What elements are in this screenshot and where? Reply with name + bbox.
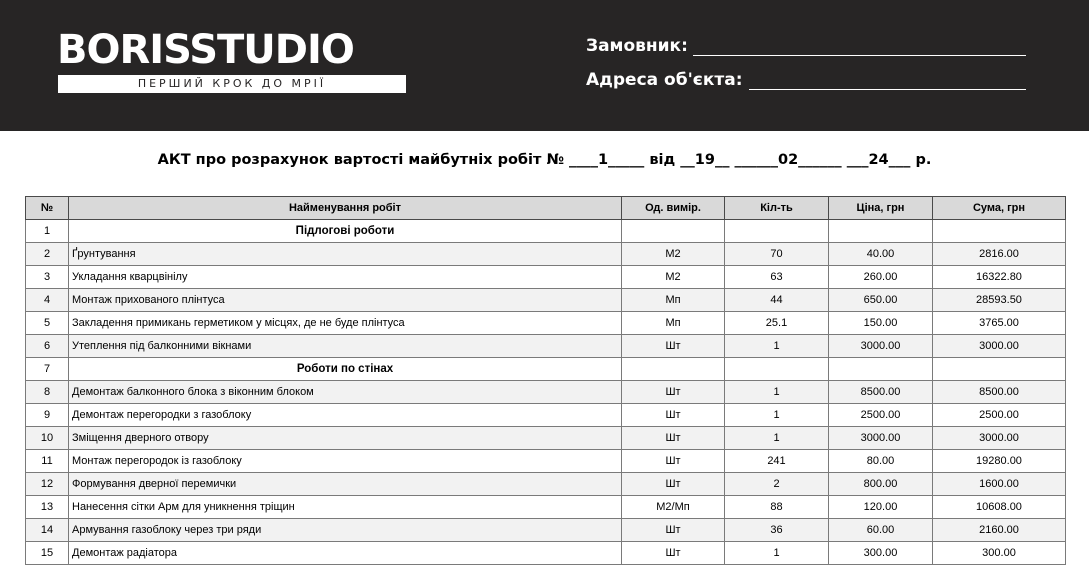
client-underline (693, 55, 1026, 56)
table-row (26, 473, 1066, 496)
brand-logo: BORISSTUDIO (57, 27, 354, 73)
cell-price (829, 220, 933, 243)
cell-name: Утеплення під балконними вікнами (69, 335, 622, 358)
table-row (26, 289, 1066, 312)
cell-unit: Шт (622, 473, 725, 496)
col-header-qty: Кіл-ть (725, 197, 829, 220)
table-body (26, 220, 1066, 565)
cell-name: Монтаж прихованого плінтуса (69, 289, 622, 312)
header-banner (0, 0, 1089, 131)
cell-number: 13 (26, 496, 69, 519)
cell-number: 2 (26, 243, 69, 266)
cell-price: 80.00 (829, 450, 933, 473)
cell-price: 60.00 (829, 519, 933, 542)
cell-qty: 2 (725, 473, 829, 496)
cell-qty: 63 (725, 266, 829, 289)
cell-name: Монтаж перегородок із газоблоку (69, 450, 622, 473)
cell-unit: Шт (622, 542, 725, 565)
cell-unit: Шт (622, 335, 725, 358)
table-row (26, 312, 1066, 335)
table-row (26, 519, 1066, 542)
address-underline (749, 89, 1026, 90)
cell-number: 6 (26, 335, 69, 358)
cell-sum: 1600.00 (933, 473, 1066, 496)
cell-price: 3000.00 (829, 335, 933, 358)
cell-sum: 3000.00 (933, 335, 1066, 358)
cell-qty: 88 (725, 496, 829, 519)
col-header-unit: Од. вимір. (622, 197, 725, 220)
cell-name: Демонтаж перегородки з газоблоку (69, 404, 622, 427)
cell-sum: 3765.00 (933, 312, 1066, 335)
cell-price: 40.00 (829, 243, 933, 266)
cell-price: 800.00 (829, 473, 933, 496)
table-row (26, 496, 1066, 519)
cell-number: 14 (26, 519, 69, 542)
table-row (26, 335, 1066, 358)
client-label: Замовник: (586, 36, 688, 56)
cell-number: 8 (26, 381, 69, 404)
cell-unit: Шт (622, 427, 725, 450)
cell-name: Армування газоблоку через три ряди (69, 519, 622, 542)
table-row (26, 404, 1066, 427)
table-row (26, 542, 1066, 565)
table-row (26, 381, 1066, 404)
cell-price: 150.00 (829, 312, 933, 335)
client-field (586, 36, 688, 56)
cell-number: 7 (26, 358, 69, 381)
brand-tagline: ПЕРШИЙ КРОК ДО МРІЇ (58, 75, 406, 93)
cell-name: Підлогові роботи (69, 220, 622, 243)
section-row (26, 358, 1066, 381)
address-field (586, 70, 743, 90)
cell-sum: 2160.00 (933, 519, 1066, 542)
cell-number: 12 (26, 473, 69, 496)
cell-number: 3 (26, 266, 69, 289)
cell-sum: 2816.00 (933, 243, 1066, 266)
cell-price: 2500.00 (829, 404, 933, 427)
cell-qty: 70 (725, 243, 829, 266)
table-row (26, 266, 1066, 289)
cell-number: 15 (26, 542, 69, 565)
cell-unit: М2 (622, 266, 725, 289)
cell-qty: 25.1 (725, 312, 829, 335)
cell-unit: Мп (622, 312, 725, 335)
cell-qty (725, 358, 829, 381)
cell-unit: Шт (622, 381, 725, 404)
cell-qty: 1 (725, 381, 829, 404)
cell-sum (933, 220, 1066, 243)
cell-name: Формування дверної перемички (69, 473, 622, 496)
cell-sum: 2500.00 (933, 404, 1066, 427)
cell-qty: 44 (725, 289, 829, 312)
cell-unit: М2 (622, 243, 725, 266)
cell-unit: Мп (622, 289, 725, 312)
cell-unit: Шт (622, 519, 725, 542)
act-title: АКТ про розрахунок вартості майбутніх робіт № ____1_____ від __19__ ______02______ ___24___ р. (157, 152, 932, 168)
cell-qty: 1 (725, 335, 829, 358)
table-header-row (26, 197, 1066, 220)
cell-name: Зміщення дверного отвору (69, 427, 622, 450)
section-row (26, 220, 1066, 243)
cell-name: Демонтаж радіатора (69, 542, 622, 565)
cell-number: 5 (26, 312, 69, 335)
table-row (26, 243, 1066, 266)
col-header-name: Найменування робіт (69, 197, 622, 220)
cell-unit: Шт (622, 404, 725, 427)
cell-name: Роботи по стінах (69, 358, 622, 381)
cell-sum: 300.00 (933, 542, 1066, 565)
cell-price: 650.00 (829, 289, 933, 312)
col-header-price: Ціна, грн (829, 197, 933, 220)
cell-qty: 241 (725, 450, 829, 473)
cell-qty: 1 (725, 542, 829, 565)
cell-sum: 8500.00 (933, 381, 1066, 404)
address-label: Адреса об'єкта: (586, 70, 743, 90)
cell-sum: 16322.80 (933, 266, 1066, 289)
cell-price: 3000.00 (829, 427, 933, 450)
cell-qty: 1 (725, 404, 829, 427)
cell-name: Нанесення сітки Арм для уникнення тріщин (69, 496, 622, 519)
cell-name: Закладення примикань герметиком у місцях, де не буде плінтуса (69, 312, 622, 335)
cell-number: 4 (26, 289, 69, 312)
cell-price: 8500.00 (829, 381, 933, 404)
cell-unit: Шт (622, 450, 725, 473)
cell-name: Демонтаж балконного блока з віконним блоком (69, 381, 622, 404)
cell-sum: 28593.50 (933, 289, 1066, 312)
cell-price: 120.00 (829, 496, 933, 519)
cell-number: 1 (26, 220, 69, 243)
cell-name: Укладання кварцвінілу (69, 266, 622, 289)
cell-sum (933, 358, 1066, 381)
cell-unit (622, 220, 725, 243)
cell-sum: 10608.00 (933, 496, 1066, 519)
cell-price (829, 358, 933, 381)
col-header-sum: Сума, грн (933, 197, 1066, 220)
cell-sum: 19280.00 (933, 450, 1066, 473)
cell-qty (725, 220, 829, 243)
cell-qty: 36 (725, 519, 829, 542)
cell-price: 260.00 (829, 266, 933, 289)
cell-sum: 3000.00 (933, 427, 1066, 450)
table-row (26, 427, 1066, 450)
table-row (26, 450, 1066, 473)
col-header-number: № (26, 197, 69, 220)
cell-price: 300.00 (829, 542, 933, 565)
works-table (25, 196, 1066, 565)
cell-number: 9 (26, 404, 69, 427)
cell-number: 10 (26, 427, 69, 450)
cell-qty: 1 (725, 427, 829, 450)
cell-unit: М2/Мп (622, 496, 725, 519)
cell-number: 11 (26, 450, 69, 473)
cell-name: Ґрунтування (69, 243, 622, 266)
cell-unit (622, 358, 725, 381)
